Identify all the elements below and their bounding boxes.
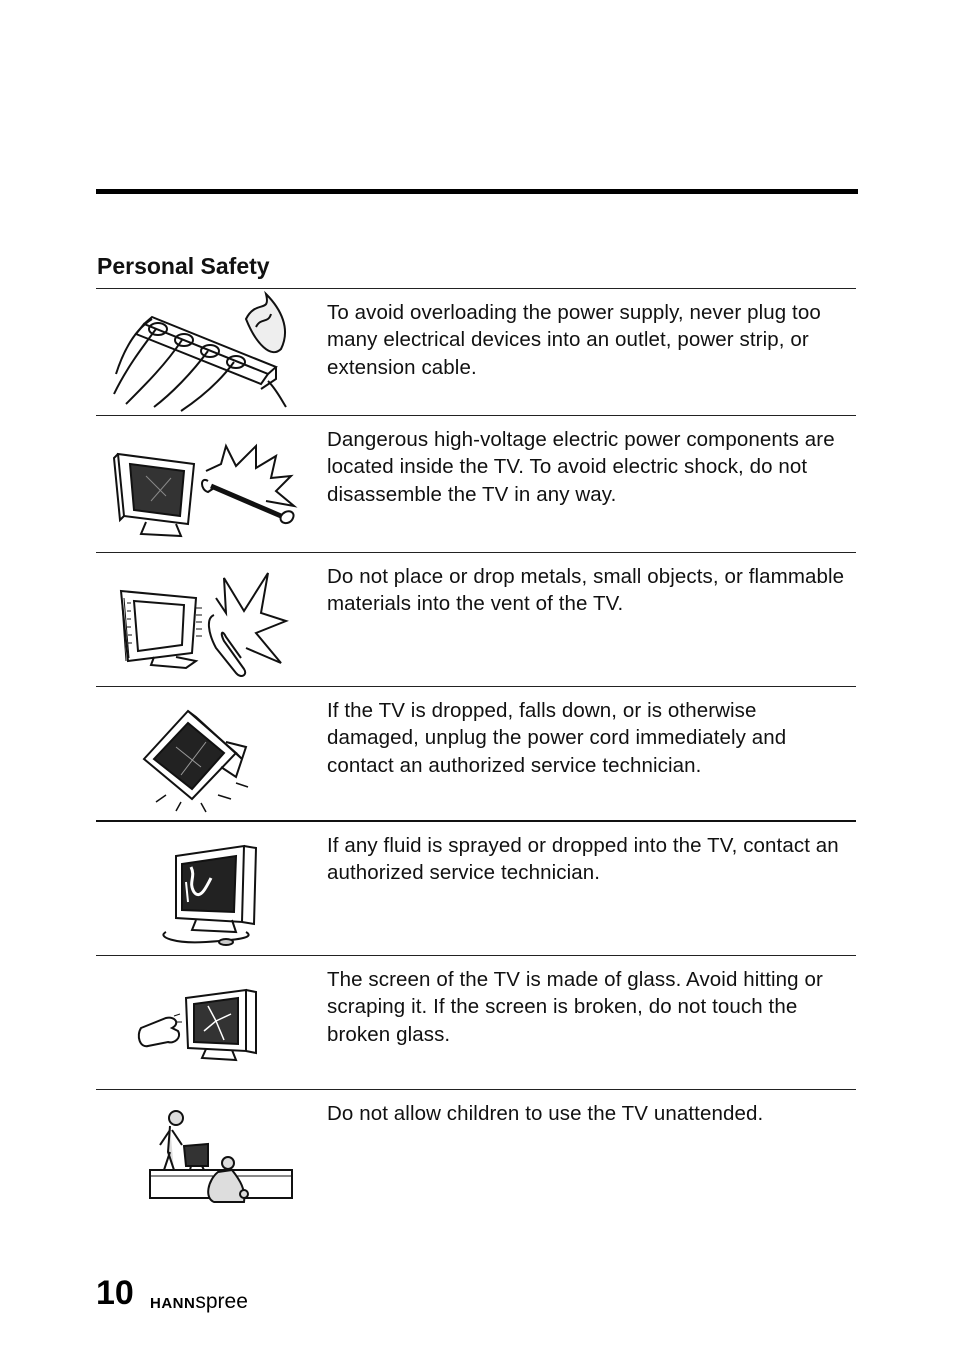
brand-logo <box>150 1290 248 1314</box>
safety-item-fluid <box>96 820 856 956</box>
tv-paperclip-icon <box>96 553 316 683</box>
safety-item-dropped <box>96 686 856 821</box>
brand-logo-bold: HANN <box>150 1295 196 1312</box>
children-tv-icon <box>96 1090 316 1220</box>
safety-item-text: The screen of the TV is made of glass. Avoid hitting or scraping it. If the screen is broken, do not touch the broken glass. <box>327 968 823 1046</box>
top-rule <box>96 189 858 194</box>
safety-item-glass <box>96 955 856 1090</box>
safety-item-text: To avoid overloading the power supply, never plug too many electrical devices into an outlet, power strip, or extension cable. <box>327 301 821 379</box>
safety-item-text: Do not place or drop metals, small objects, or flammable materials into the vent of the TV. <box>327 565 845 616</box>
safety-item-overload <box>96 288 856 416</box>
safety-item-text: Do not allow children to use the TV unattended. <box>327 1102 764 1125</box>
overloaded-power-strip-icon <box>96 289 316 419</box>
safety-item-children <box>96 1089 856 1224</box>
tv-fluid-spill-icon <box>96 822 316 952</box>
safety-item-text: If any fluid is sprayed or dropped into the TV, contact an authorized service technician. <box>327 834 839 885</box>
safety-item-text: Dangerous high-voltage electric power components are located inside the TV. To avoid electric shock, do not disassemble the TV in any way. <box>327 428 835 506</box>
section-title: Personal Safety <box>97 253 270 279</box>
safety-item-text: If the TV is dropped, falls down, or is otherwise damaged, unplug the power cord immediately and contact an authorized service technician. <box>327 699 787 777</box>
broken-screen-icon <box>96 956 316 1086</box>
page-number: 10 <box>96 1274 134 1312</box>
falling-tv-icon <box>96 687 316 817</box>
tv-wrench-shock-icon <box>96 416 316 546</box>
safety-item-high-voltage <box>96 415 856 553</box>
safety-item-vent <box>96 552 856 687</box>
brand-logo-light: spree <box>195 1290 248 1313</box>
